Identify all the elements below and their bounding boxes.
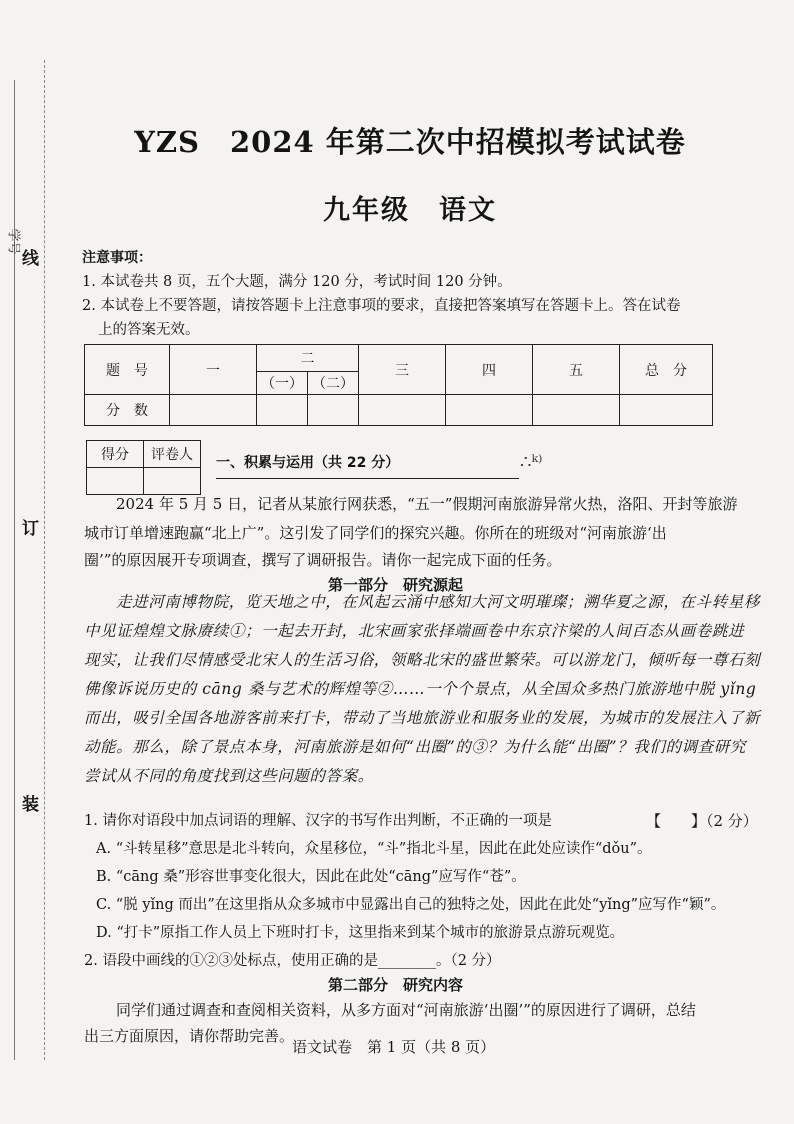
score-table-col-2-sub-1: （一） <box>257 372 308 395</box>
question-1-option-b: B. “cāng 桑”形容世事变化很大，因此在此处“cāng”应写作“苍”。 <box>96 869 526 885</box>
score-cell-5 <box>533 395 620 426</box>
intro-line-2: 城市订单增速跑赢“北上广”。这引发了同学们的探究兴趣。你所在的班级对“河南旅游‘出 <box>84 524 667 542</box>
score-table-col-3: 三 <box>359 345 446 395</box>
notice-item-1: 1. 本试卷共 8 页，五个大题，满分 120 分，考试时间 120 分钟。 <box>82 274 512 290</box>
passage-line: 中见证煌煌文脉赓续①；一起去开封，北宋画家张择端画卷中东京汴梁的人间百态从画卷跳进 <box>84 622 745 640</box>
notice-heading: 注意事项： <box>82 250 152 266</box>
grader-score-label: 得分 <box>87 441 144 468</box>
passage-line: 现实，让我们尽情感受北宋人的生活习俗，领略北宋的盛世繁荣。可以游龙门，倾听每一尊石刻 <box>84 651 761 669</box>
passage-line: 而出，吸引全国各地游客前来打卡，带动了当地旅游业和服务业的发展，为城市的发展注入了新 <box>84 709 761 727</box>
question-1: 1. 请你对语段中加点词语的理解、汉字的书写作出判断，不正确的一项是 <box>84 813 552 829</box>
binding-line-inner <box>44 60 45 1060</box>
score-cell-2b <box>308 395 359 426</box>
score-table <box>84 344 713 426</box>
margin-char-zhuang: 装 <box>22 795 39 815</box>
part-1-title: 第一部分 研究源起 <box>328 576 464 594</box>
reading-passage <box>84 588 761 791</box>
score-cell-1 <box>170 395 257 426</box>
score-cell-4 <box>446 395 533 426</box>
question-2: 2. 语段中画线的①②③处标点，使用正确的是________。（2 分） <box>84 953 501 969</box>
part-2-title: 第二部分 研究内容 <box>328 976 464 994</box>
intro-line-3: 圈’”的原因展开专项调查，撰写了调研报告。请你一起完成下面的任务。 <box>84 551 562 569</box>
score-table-col-2-sub-2: （二） <box>308 372 359 395</box>
passage-line: 动能。那么，除了景点本身，河南旅游是如何“出圈”的③？为什么能“出圈”？我们的调查研究 <box>84 738 746 756</box>
score-table-col-1: 一 <box>170 345 257 395</box>
question-1-option-d: D. “打卡”原指工作人员上下班时打卡，这里指来到某个城市的旅游景点游玩观览。 <box>96 925 625 941</box>
passage-line: 尝试从不同的角度找到这些问题的答案。 <box>84 767 374 785</box>
passage-line: 走进河南博物院，览天地之中，在风起云涌中感知大河文明璀璨；溯华夏之源，在斗转星移 <box>116 593 761 611</box>
notice-item-2: 2. 本试卷上不要答题，请按答题卡上注意事项的要求，直接把答案填写在答题卡上。答在试卷 <box>82 298 681 314</box>
score-table-col-5: 五 <box>533 345 620 395</box>
part-2-line-2: 出三方面原因，请你帮助完善。 <box>84 1027 295 1045</box>
question-1-answer-bracket: 【 】（2 分） <box>646 812 758 830</box>
score-cell-3 <box>359 395 446 426</box>
exam-title: YZS 2024 年第二次中招模拟考试试卷 <box>134 125 686 159</box>
score-cell-2a <box>257 395 308 426</box>
binding-line-outer <box>14 80 15 1060</box>
passage-line: 佛像诉说历史的 cāng 桑与艺术的辉煌等②……一个个景点，从全国众多热门旅游地中脱 yǐng <box>84 680 757 698</box>
score-table-score-label: 分 数 <box>85 395 170 426</box>
exam-subtitle: 九年级 语文 <box>323 195 497 226</box>
question-1-option-c: C. “脱 yǐng 而出”在这里指从众多城市中显露出自己的独特之处，因此在此处“yǐng”应写作“颖”。 <box>96 897 726 913</box>
grader-name-label: 评卷人 <box>144 441 201 468</box>
notice-block <box>82 246 752 342</box>
question-1-option-a: A. “斗转星移”意思是北斗转向，众星移位，“斗”指北斗星，因此在此处应读作“dǒu”。 <box>96 841 652 857</box>
grader-table <box>86 440 201 495</box>
margin-char-ding: 订 <box>22 519 39 539</box>
score-table-col-2: 二 <box>257 345 359 372</box>
margin-student-id-fragment: 学号 <box>5 228 21 255</box>
score-table-col-4: 四 <box>446 345 533 395</box>
score-table-total: 总 分 <box>620 345 713 395</box>
score-table-header-label: 题 号 <box>85 345 170 395</box>
intro-line-1: 2024 年 5 月 5 日，记者从某旅行网获悉，“五一”假期河南旅游异常火热，洛阳、开封等旅游 <box>116 495 738 513</box>
notice-item-2-cont: 上的答案无效。 <box>98 322 200 338</box>
margin-char-xian: 线 <box>22 249 39 269</box>
section-1-title: 一、积累与运用（共 22 分） <box>216 452 399 472</box>
handwritten-scribble: ∴ᵏ⁾ <box>520 452 543 473</box>
part-2-line-1: 同学们通过调查和查阅相关资料，从多方面对“河南旅游‘出圈’”的原因进行了调研，总结 <box>116 1001 696 1019</box>
score-cell-total <box>620 395 713 426</box>
page-footer: 语文试卷 第 1 页（共 8 页） <box>292 1038 496 1056</box>
